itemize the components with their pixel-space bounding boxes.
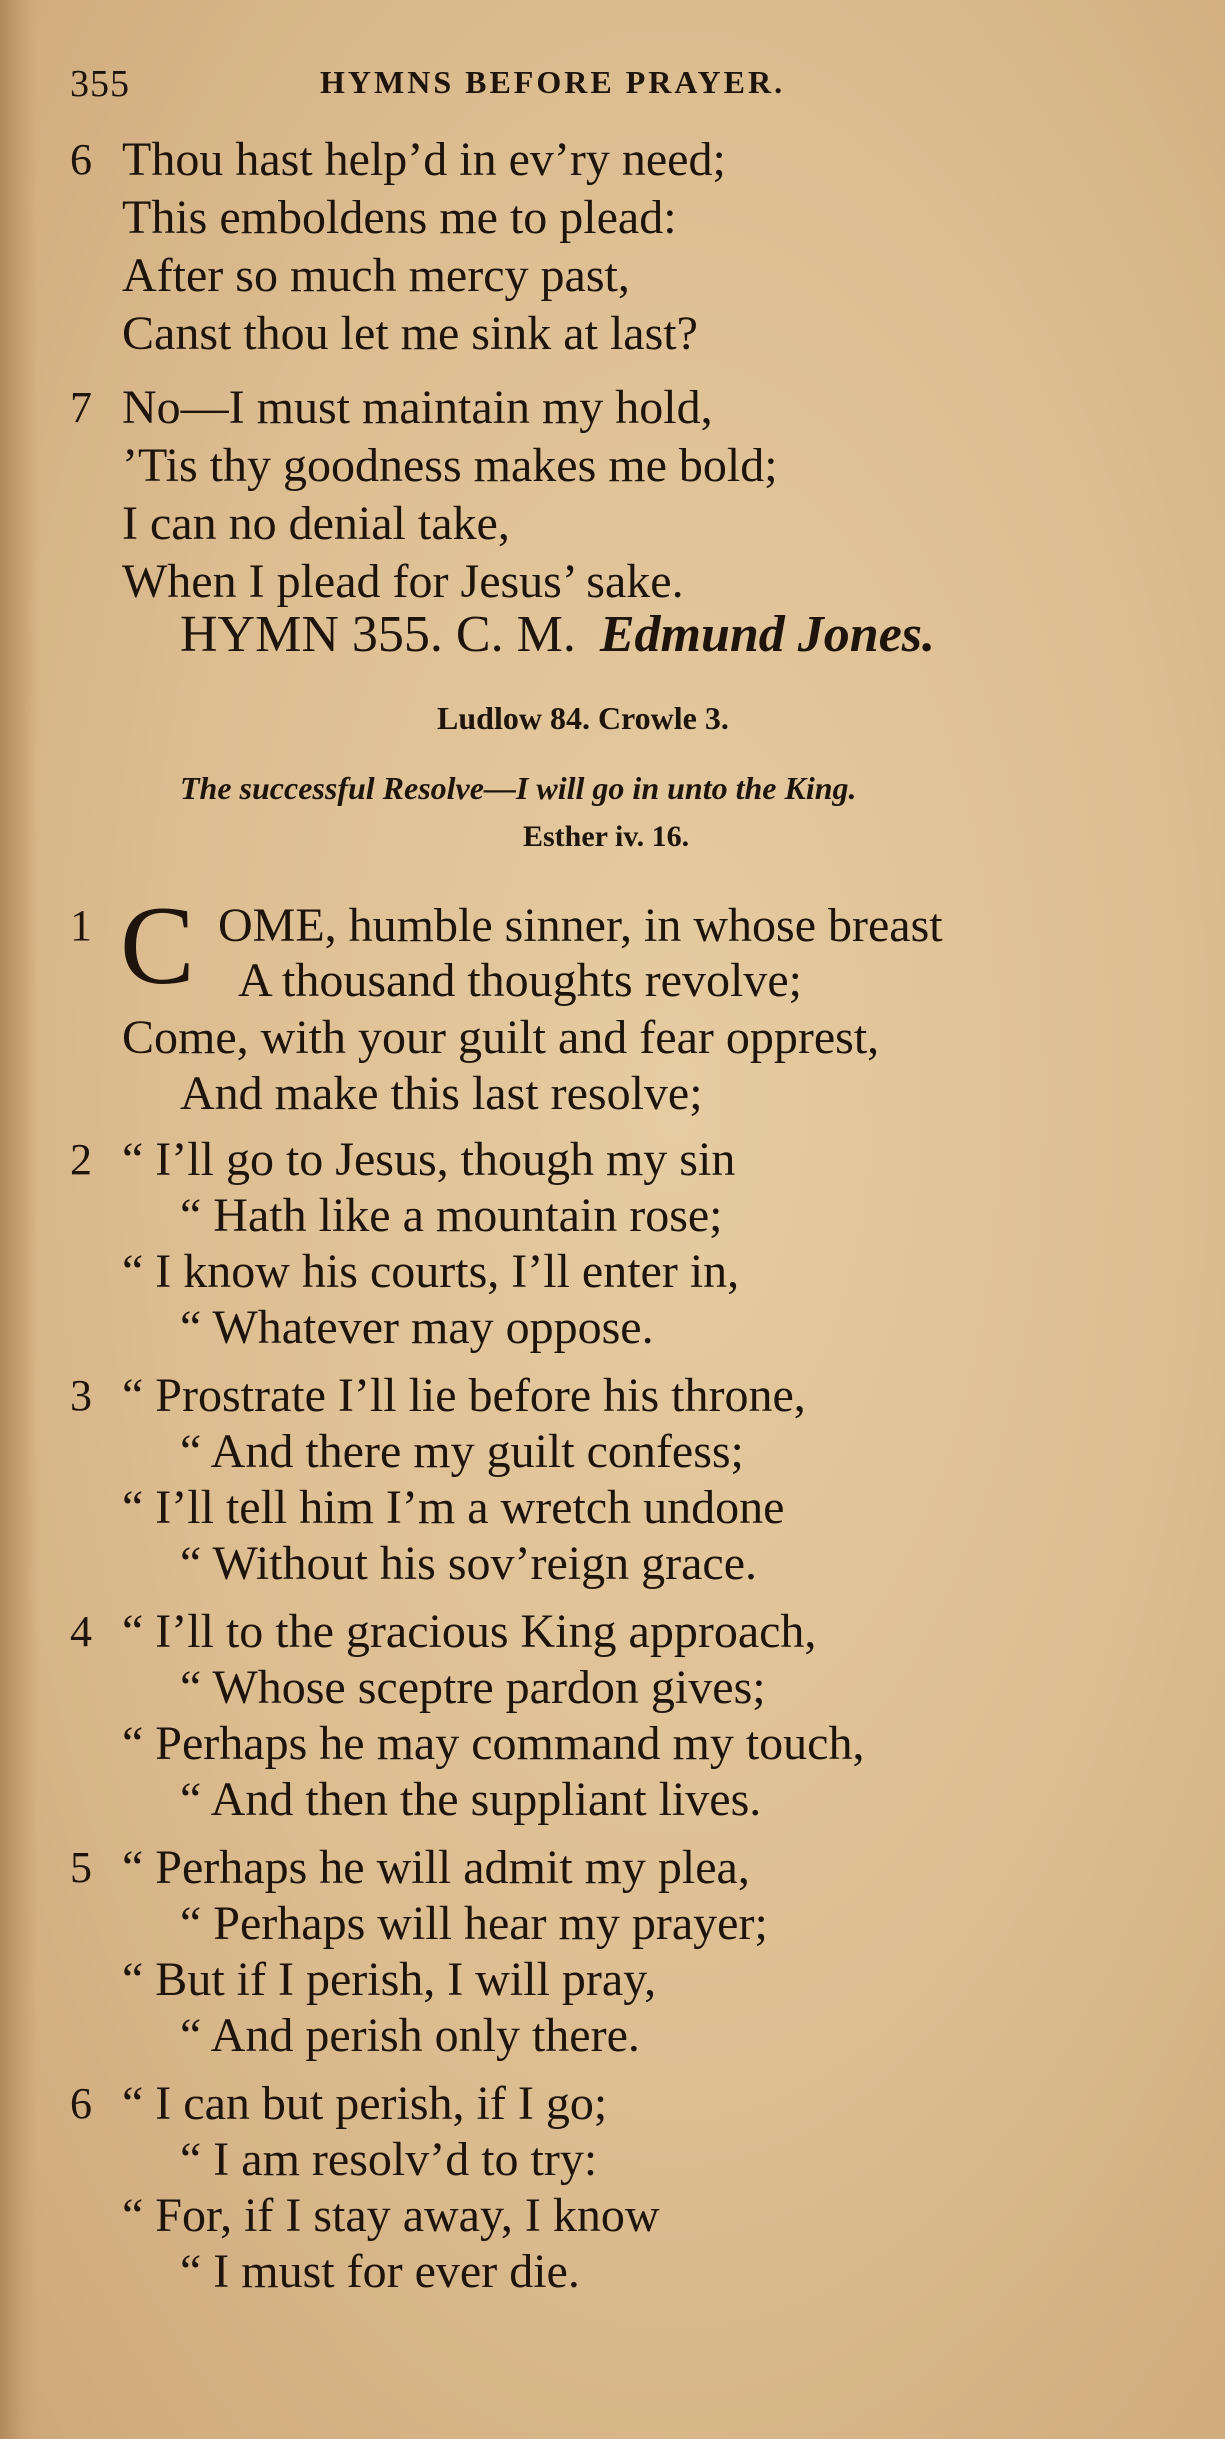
- verse-line: “ I’ll go to Jesus, though my sin: [122, 1133, 736, 1186]
- verse-line: “ For, if I stay away, I know: [122, 2189, 660, 2242]
- verse-line: “ Hath like a mountain rose;: [180, 1189, 723, 1242]
- verse-line: Come, with your guilt and fear opprest,: [122, 1011, 880, 1064]
- verse-line: “ Whatever may oppose.: [180, 1301, 654, 1354]
- verse-line: ’Tis thy goodness makes me bold;: [122, 439, 778, 492]
- verse-line: “ I can but perish, if I go;: [122, 2077, 608, 2130]
- drop-cap: C: [120, 884, 195, 1008]
- verse-line: “ Perhaps he may command my touch,: [122, 1717, 865, 1770]
- verse-line: “ Whose sceptre pardon gives;: [180, 1661, 766, 1714]
- verse-line: Canst thou let me sink at last?: [122, 307, 698, 360]
- hymn-author: Edmund Jones.: [599, 606, 936, 663]
- verse-line: After so much mercy past,: [122, 249, 630, 302]
- verse-line: When I plead for Jesus’ sake.: [122, 555, 684, 608]
- verse-line: “ I’ll tell him I’m a wretch undone: [122, 1481, 785, 1534]
- verse-line: “ Prostrate I’ll lie before his throne,: [122, 1369, 806, 1422]
- running-head: HYMNS BEFORE PRAYER.: [320, 64, 786, 100]
- verse-number: 3: [70, 1371, 92, 1420]
- hymn-number-meter: HYMN 355. C. M.: [180, 606, 576, 663]
- verse-number: 7: [70, 383, 92, 432]
- verse-number: 5: [70, 1843, 92, 1892]
- verse-line: “ Without his sov’reign grace.: [180, 1537, 758, 1590]
- verse-line: “ I must for ever die.: [180, 2245, 580, 2298]
- verse-line: A thousand thoughts revolve;: [238, 954, 802, 1007]
- verse-number: 4: [70, 1607, 92, 1656]
- page-number: 355: [70, 63, 130, 105]
- hymn-tunes: Ludlow 84. Crowle 3.: [437, 700, 729, 736]
- verse-line: “ I am resolv’d to try:: [180, 2133, 598, 2186]
- verse-number: 2: [70, 1135, 92, 1184]
- hymn-title: [180, 605, 935, 664]
- verse-number: 6: [70, 2079, 92, 2128]
- verse-line: And make this last resolve;: [180, 1067, 703, 1120]
- verse-line: I can no denial take,: [122, 497, 510, 550]
- verse-line: No—I must maintain my hold,: [122, 381, 713, 434]
- scripture-reference: Esther iv. 16.: [523, 820, 690, 853]
- verse-line: OME, humble sinner, in whose breast: [218, 899, 943, 952]
- verse-line: “ Perhaps he will admit my plea,: [122, 1841, 750, 1894]
- verse-line: “ I’ll to the gracious King approach,: [122, 1605, 817, 1658]
- verse-line: “ I know his courts, I’ll enter in,: [122, 1245, 740, 1298]
- verse-line: “ But if I perish, I will pray,: [122, 1953, 657, 2006]
- verse-line: “ And then the suppliant lives.: [180, 1773, 762, 1826]
- verse-line: This emboldens me to plead:: [122, 191, 677, 244]
- verse-number: 1: [70, 901, 92, 950]
- verse-line: Thou hast help’d in ev’ry need;: [122, 133, 726, 186]
- page-header: [70, 62, 1110, 112]
- verse-number: 6: [70, 135, 92, 184]
- verse-line: “ Perhaps will hear my prayer;: [180, 1897, 768, 1950]
- verse-line: “ And there my guilt confess;: [180, 1425, 744, 1478]
- hymn-subtitle: The successful Resolve—I will go in unto the King.: [180, 770, 857, 806]
- verse-line: “ And perish only there.: [180, 2009, 640, 2062]
